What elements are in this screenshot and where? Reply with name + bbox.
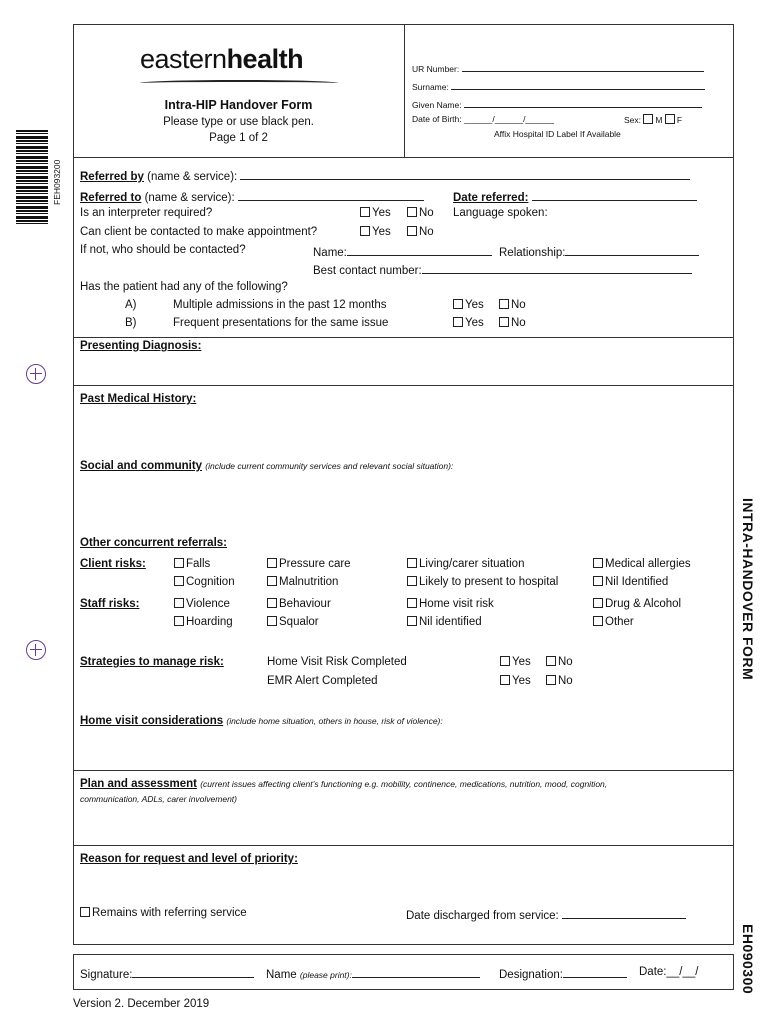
risk-living-carer[interactable]: Living/carer situation <box>407 558 524 570</box>
risk-drug-alcohol[interactable]: Drug & Alcohol <box>593 598 681 610</box>
version-footer: Version 2. December 2019 <box>73 998 210 1010</box>
contact-question: Can client be contacted to make appointment? <box>80 226 318 238</box>
risk-pressure-care[interactable]: Pressure care <box>267 558 351 570</box>
home-visit-risk-label: Home Visit Risk Completed <box>267 656 407 668</box>
sex-m-checkbox[interactable] <box>643 114 653 124</box>
side-title: INTRA-HANDOVER FORM <box>740 498 756 681</box>
divider <box>73 770 734 771</box>
past-medical-history-heading: Past Medical History: <box>80 393 197 405</box>
social-community-heading: Social and community (include current community services and relevant social situation): <box>80 460 454 472</box>
risk-other[interactable]: Other <box>593 616 634 628</box>
given-name-field[interactable]: Given Name: <box>412 96 702 110</box>
risk-medical-allergies[interactable]: Medical allergies <box>593 558 691 570</box>
contact-yes[interactable]: Yes <box>360 226 391 238</box>
divider <box>73 845 734 846</box>
date-referred-field[interactable]: Date referred: <box>453 189 697 204</box>
risk-falls[interactable]: Falls <box>174 558 210 570</box>
interpreter-question: Is an interpreter required? <box>80 207 213 219</box>
item-b-yes[interactable]: Yes <box>453 317 484 329</box>
punch-hole-mark-top <box>26 364 46 384</box>
interpreter-yes[interactable]: Yes <box>360 207 391 219</box>
sex-f-checkbox[interactable] <box>665 114 675 124</box>
item-b-text: Frequent presentations for the same issue <box>173 317 389 329</box>
page-number: Page 1 of 2 <box>209 132 268 144</box>
if-not-question: If not, who should be contacted? <box>80 244 246 256</box>
strategies-label: Strategies to manage risk: <box>80 656 224 668</box>
client-risks-label: Client risks: <box>80 558 146 570</box>
barcode-code: FEH093200 <box>52 159 62 205</box>
punch-hole-mark-bottom <box>26 640 46 660</box>
contact-name-field[interactable]: Name: <box>313 244 492 259</box>
date-field[interactable]: Date:__/__/ <box>639 966 699 978</box>
instruction: Please type or use black pen. <box>163 116 314 128</box>
plan-note-line-2: communication, ADLs, carer involvement) <box>80 794 237 804</box>
item-a-yes[interactable]: Yes <box>453 299 484 311</box>
referred-by-field[interactable]: Referred by (name & service): <box>80 168 690 183</box>
divider <box>73 385 734 386</box>
form-frame <box>73 24 734 945</box>
signature-field[interactable]: Signature: <box>80 966 254 981</box>
risk-hoarding[interactable]: Hoarding <box>174 616 233 628</box>
surname-field[interactable]: Surname: <box>412 78 705 92</box>
other-referrals-heading: Other concurrent referrals: <box>80 537 227 549</box>
item-a-no[interactable]: No <box>499 299 526 311</box>
presenting-diagnosis-heading: Presenting Diagnosis: <box>80 340 202 352</box>
risk-home-visit[interactable]: Home visit risk <box>407 598 494 610</box>
home-visit-heading: Home visit considerations (include home situation, others in house, risk of violence): <box>80 715 443 727</box>
plan-heading: Plan and assessment (current issues affecting client’s functioning e.g. mobility, continence, medications, nutrition, mood, cognition, <box>80 778 608 790</box>
risk-squalor[interactable]: Squalor <box>267 616 319 628</box>
risk-nil-identified-client[interactable]: Nil Identified <box>593 576 668 588</box>
emr-alert-yes[interactable]: Yes <box>500 675 531 687</box>
reason-heading: Reason for request and level of priority: <box>80 853 298 865</box>
risk-nil-identified-staff[interactable]: Nil identified <box>407 616 482 628</box>
designation-field[interactable]: Designation: <box>499 966 627 981</box>
language-spoken-label: Language spoken: <box>453 207 548 219</box>
risk-likely-hospital[interactable]: Likely to present to hospital <box>407 576 558 588</box>
risk-malnutrition[interactable]: Malnutrition <box>267 576 338 588</box>
best-contact-field[interactable]: Best contact number: <box>313 262 692 277</box>
date-discharged-field[interactable]: Date discharged from service: <box>406 907 686 922</box>
item-a-text: Multiple admissions in the past 12 months <box>173 299 387 311</box>
header-bottom-line <box>73 157 734 158</box>
logo: easternhealth <box>140 44 304 74</box>
had-following-question: Has the patient had any of the following? <box>80 281 288 293</box>
side-code: EH090300 <box>740 924 756 995</box>
print-name-field[interactable]: Name (please print): <box>266 966 480 981</box>
referred-to-field[interactable]: Referred to (name & service): <box>80 189 424 204</box>
relationship-field[interactable]: Relationship: <box>499 244 699 259</box>
home-visit-risk-yes[interactable]: Yes <box>500 656 531 668</box>
risk-behaviour[interactable]: Behaviour <box>267 598 331 610</box>
ur-number-field[interactable]: UR Number: <box>412 60 704 74</box>
item-a-label: A) <box>125 299 137 311</box>
divider <box>73 337 734 338</box>
item-b-label: B) <box>125 317 137 329</box>
staff-risks-label: Staff risks: <box>80 598 140 610</box>
barcode <box>16 130 48 225</box>
dob-field[interactable]: Date of Birth: ______/______/______ <box>412 114 554 124</box>
risk-violence[interactable]: Violence <box>174 598 230 610</box>
header-divider <box>404 24 405 157</box>
contact-no[interactable]: No <box>407 226 434 238</box>
form-title: Intra-HIP Handover Form <box>164 98 313 112</box>
item-b-no[interactable]: No <box>499 317 526 329</box>
risk-cognition[interactable]: Cognition <box>174 576 235 588</box>
logo-swoosh <box>140 80 338 86</box>
remains-checkbox[interactable]: Remains with referring service <box>80 907 247 919</box>
emr-alert-label: EMR Alert Completed <box>267 675 378 687</box>
emr-alert-no[interactable]: No <box>546 675 573 687</box>
home-visit-risk-no[interactable]: No <box>546 656 573 668</box>
affix-label: Affix Hospital ID Label If Available <box>494 129 621 139</box>
sex-field: Sex: M F <box>624 115 683 125</box>
interpreter-no[interactable]: No <box>407 207 434 219</box>
